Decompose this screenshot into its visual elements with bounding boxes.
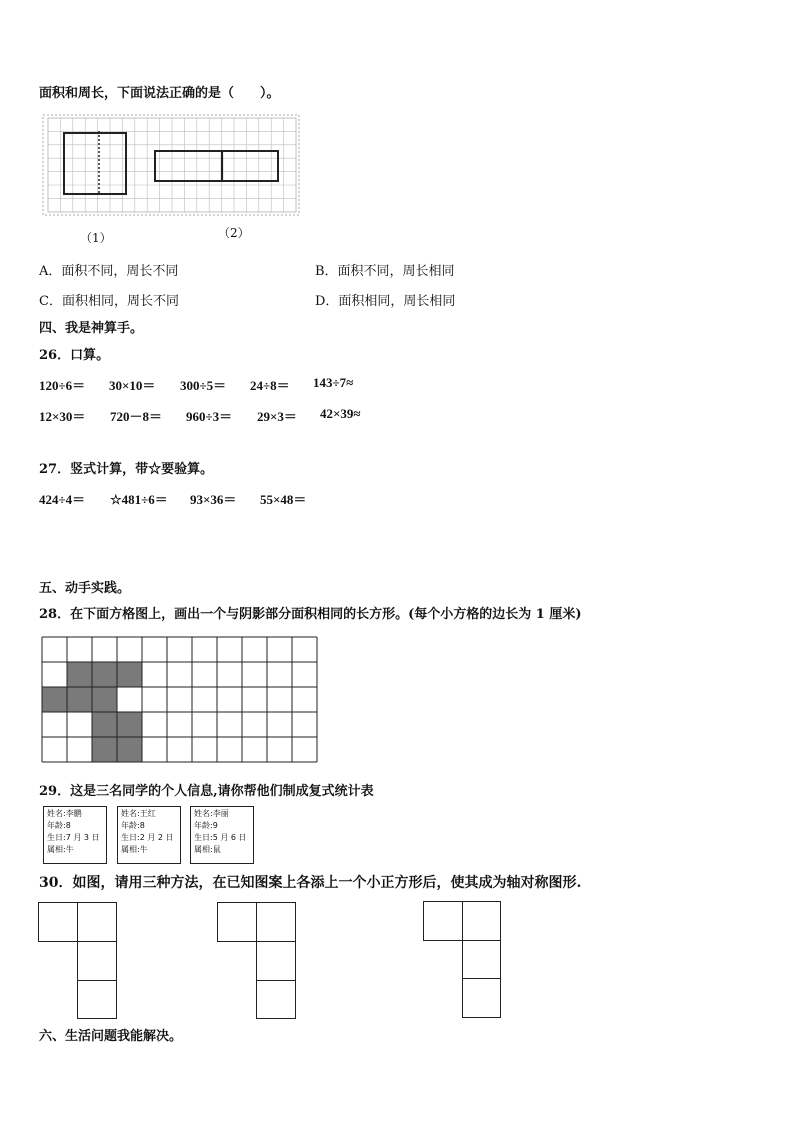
shaded-cell xyxy=(92,737,117,762)
shaded-cell xyxy=(42,687,67,712)
shaded-cell xyxy=(117,737,142,762)
shaded-cell xyxy=(117,712,142,737)
card-birthday: 生日:5 月 6 日 xyxy=(194,833,247,842)
section6-title: 六、生活问题我能解决。 xyxy=(39,1029,183,1044)
q26-item: 42×39≈ xyxy=(320,406,361,421)
info-card xyxy=(190,806,254,864)
q27-item: 424÷4＝ xyxy=(39,492,86,507)
card-name: 姓名:王红 xyxy=(121,809,156,818)
q26-item: 24÷8＝ xyxy=(250,378,290,393)
card-name: 姓名:李丽 xyxy=(194,809,229,818)
option-a[interactable]: A．面积不同，周长不同 xyxy=(39,264,179,279)
option-d[interactable]: D．面积相同，周长相同 xyxy=(315,294,456,309)
section5-title: 五、动手实践。 xyxy=(39,581,131,596)
q27-title: 27．竖式计算，带☆要验算。 xyxy=(39,462,214,477)
q27-item: 55×48＝ xyxy=(260,492,307,507)
q26-title: 26．口算。 xyxy=(39,348,110,363)
card-birthday: 生日:7 月 3 日 xyxy=(47,833,100,842)
q27-item: 93×36＝ xyxy=(190,492,237,507)
q26-item: 300÷5＝ xyxy=(180,378,227,393)
q30-figure-1 xyxy=(38,902,118,1020)
q30-title: 30．如图，请用三种方法，在已知图案上各添上一个小正方形后，使其成为轴对称图形. xyxy=(39,875,582,891)
q26-item: 143÷7≈ xyxy=(313,375,354,390)
card-zodiac: 属相:牛 xyxy=(121,845,148,854)
q26-item: 30×10＝ xyxy=(109,378,156,393)
shaded-cell xyxy=(92,687,117,712)
q26-item: 960÷3＝ xyxy=(186,409,233,424)
option-b[interactable]: B．面积不同，周长相同 xyxy=(315,264,455,279)
card-birthday: 生日:2 月 2 日 xyxy=(121,833,174,842)
card-zodiac: 属相:牛 xyxy=(47,845,74,854)
shaded-cell xyxy=(67,662,92,687)
q26-item: 720－8＝ xyxy=(110,409,163,424)
info-card xyxy=(117,806,181,864)
q29-title: 29．这是三名同学的个人信息,请你帮他们制成复式统计表 xyxy=(39,784,374,799)
q28-title: 28．在下面方格图上，画出一个与阴影部分面积相同的长方形。(每个小方格的边长为 1 厘米) xyxy=(39,607,582,622)
q26-item: 29×3＝ xyxy=(257,409,297,424)
shaded-cell xyxy=(67,687,92,712)
card-age: 年龄:8 xyxy=(47,821,71,830)
q26-item: 12×30＝ xyxy=(39,409,86,424)
fig2-label: （2） xyxy=(218,226,250,240)
card-age: 年龄:9 xyxy=(194,821,218,830)
q28-grid xyxy=(41,636,317,764)
shaded-cell xyxy=(117,662,142,687)
q25-grid-figure xyxy=(42,114,302,218)
shaded-cell xyxy=(92,712,117,737)
info-card xyxy=(43,806,107,864)
q25-stem: 面积和周长，下面说法正确的是（ ）。 xyxy=(39,86,280,101)
shaded-cell xyxy=(92,662,117,687)
card-name: 姓名:李鹏 xyxy=(47,809,82,818)
q30-figure-3 xyxy=(423,901,503,1019)
q27-item: ☆481÷6＝ xyxy=(110,492,168,507)
q30-figure-2 xyxy=(217,902,297,1020)
option-c[interactable]: C．面积相同，周长不同 xyxy=(39,294,179,309)
fig1-label: （1） xyxy=(80,231,112,245)
card-age: 年龄:8 xyxy=(121,821,145,830)
section4-title: 四、我是神算手。 xyxy=(39,321,144,336)
card-zodiac: 属相:鼠 xyxy=(194,845,221,854)
q26-item: 120÷6＝ xyxy=(39,378,86,393)
